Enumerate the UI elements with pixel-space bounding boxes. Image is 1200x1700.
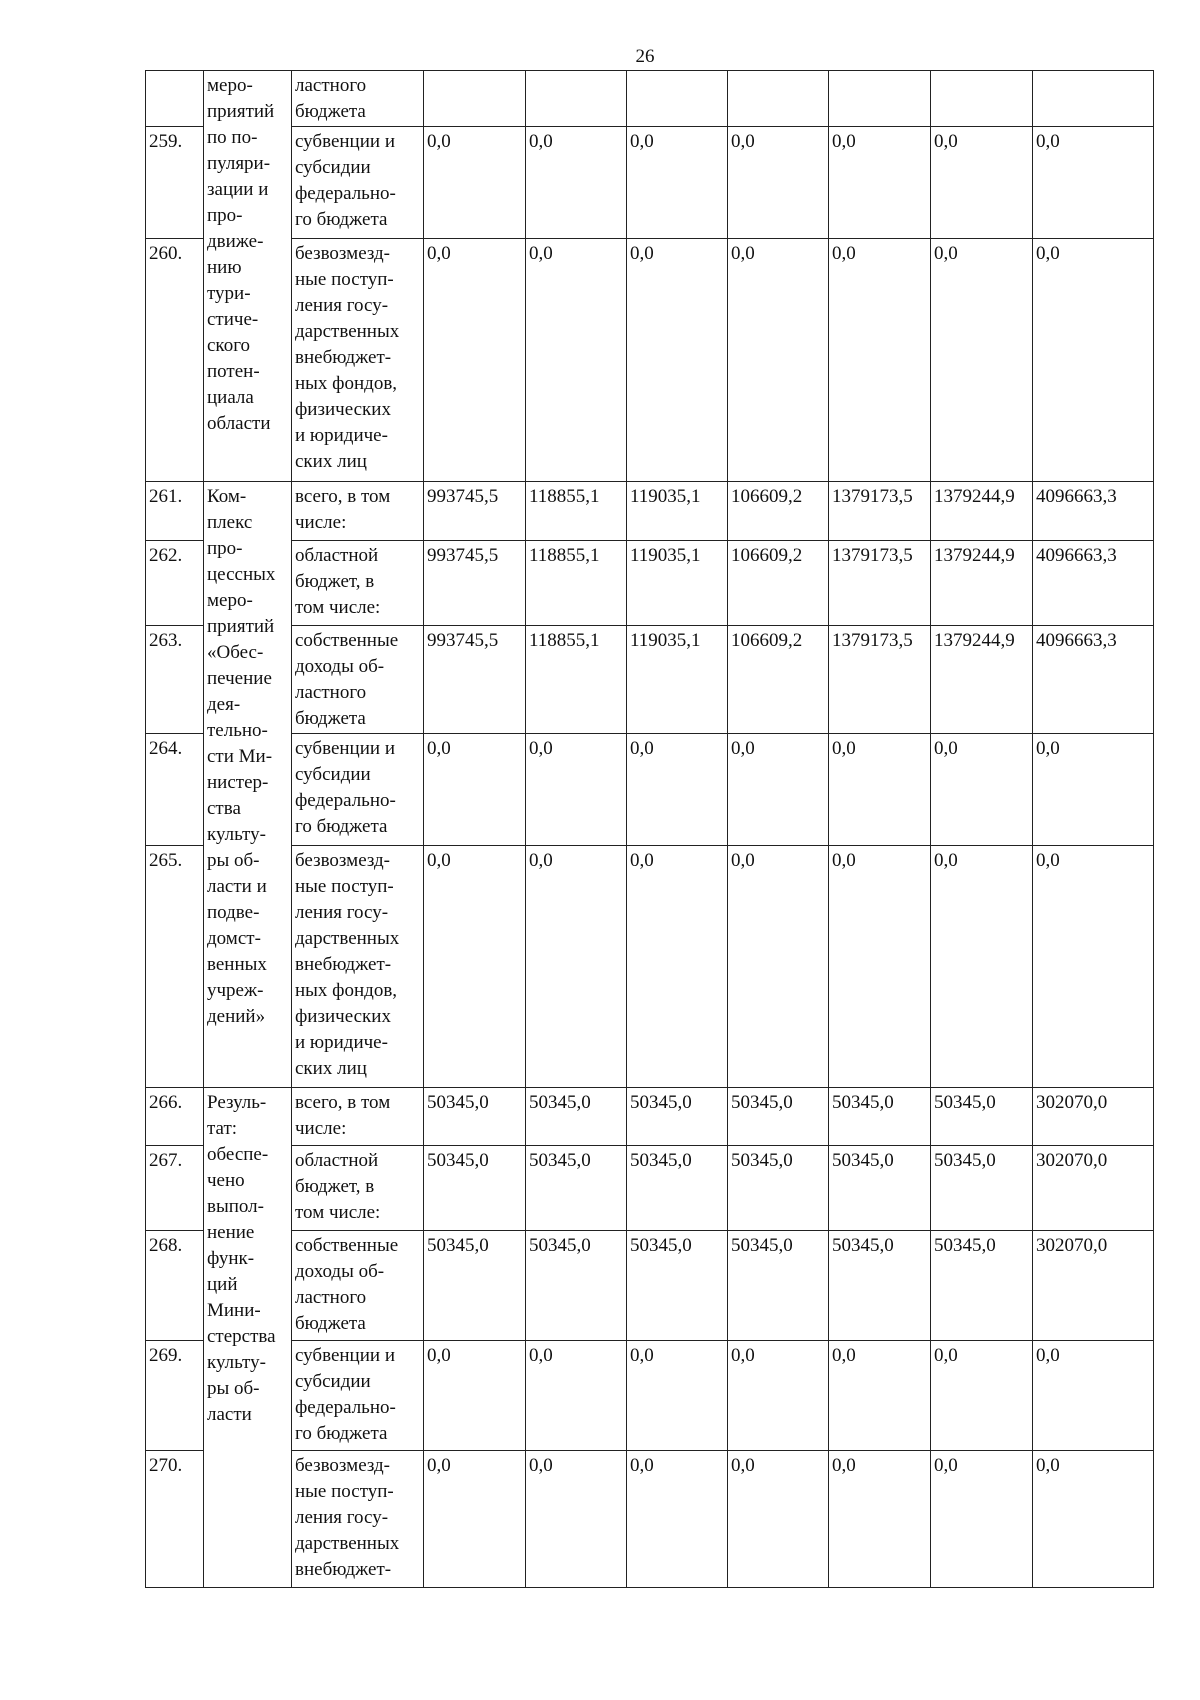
value-cell: 119035,1 (627, 541, 728, 626)
value-cell: 50345,0 (627, 1146, 728, 1231)
row-number (146, 71, 204, 127)
value-cell: 0,0 (627, 846, 728, 1088)
value-cell: 0,0 (526, 846, 627, 1088)
value-cell: 0,0 (627, 239, 728, 482)
funding-source: собственные доходы об- ластного бюджета (292, 1231, 424, 1341)
value-cell: 4096663,3 (1033, 626, 1154, 734)
value-cell: 993745,5 (424, 482, 526, 541)
value-cell (526, 71, 627, 127)
value-cell: 50345,0 (728, 1231, 829, 1341)
value-cell: 0,0 (728, 846, 829, 1088)
value-cell: 0,0 (1033, 127, 1154, 239)
value-cell: 50345,0 (728, 1088, 829, 1146)
funding-source: безвозмезд- ные поступ- ления госу- дарственных внебюджет- (292, 1451, 424, 1588)
value-cell: 0,0 (931, 1341, 1033, 1451)
table-row (146, 541, 1154, 626)
value-cell: 0,0 (424, 239, 526, 482)
value-cell: 106609,2 (728, 541, 829, 626)
value-cell: 106609,2 (728, 626, 829, 734)
value-cell: 0,0 (627, 734, 728, 846)
value-cell: 50345,0 (931, 1146, 1033, 1231)
value-cell: 1379173,5 (829, 626, 931, 734)
value-cell: 0,0 (829, 1451, 931, 1588)
value-cell: 0,0 (728, 1341, 829, 1451)
value-cell (829, 71, 931, 127)
value-cell: 302070,0 (1033, 1088, 1154, 1146)
value-cell: 993745,5 (424, 541, 526, 626)
value-cell: 0,0 (526, 734, 627, 846)
table-row (146, 1231, 1154, 1341)
funding-source: субвенции и субсидии федерально- го бюджета (292, 1341, 424, 1451)
value-cell: 0,0 (424, 1341, 526, 1451)
value-cell: 1379244,9 (931, 541, 1033, 626)
row-number: 262. (146, 541, 204, 626)
value-cell: 118855,1 (526, 626, 627, 734)
table-row (146, 1146, 1154, 1231)
table-row (146, 626, 1154, 734)
funding-source: всего, в том числе: (292, 1088, 424, 1146)
value-cell: 302070,0 (1033, 1146, 1154, 1231)
row-number: 267. (146, 1146, 204, 1231)
value-cell: 1379244,9 (931, 626, 1033, 734)
value-cell: 0,0 (931, 239, 1033, 482)
value-cell: 118855,1 (526, 482, 627, 541)
value-cell: 0,0 (627, 1451, 728, 1588)
value-cell: 0,0 (931, 734, 1033, 846)
funding-source: областной бюджет, в том числе: (292, 1146, 424, 1231)
activity-group-name: Резуль- тат: обеспе- чено выпол- нение функ- ций Мини- стерства культу- ры об- ласти (204, 1088, 292, 1588)
value-cell: 993745,5 (424, 626, 526, 734)
row-number: 263. (146, 626, 204, 734)
budget-table (145, 70, 1154, 1588)
value-cell: 0,0 (1033, 846, 1154, 1088)
value-cell: 118855,1 (526, 541, 627, 626)
funding-source: ластного бюджета (292, 71, 424, 127)
row-number: 270. (146, 1451, 204, 1588)
value-cell: 0,0 (627, 127, 728, 239)
table-row (146, 482, 1154, 541)
value-cell: 0,0 (526, 127, 627, 239)
value-cell: 50345,0 (526, 1088, 627, 1146)
value-cell: 0,0 (1033, 1451, 1154, 1588)
row-number: 266. (146, 1088, 204, 1146)
value-cell: 50345,0 (627, 1088, 728, 1146)
value-cell (931, 71, 1033, 127)
funding-source: собственные доходы об- ластного бюджета (292, 626, 424, 734)
funding-source: безвозмезд- ные поступ- ления госу- дарственных внебюджет- ных фондов, физических и юридиче- ских лиц (292, 239, 424, 482)
value-cell: 0,0 (931, 127, 1033, 239)
value-cell: 1379244,9 (931, 482, 1033, 541)
value-cell: 50345,0 (424, 1231, 526, 1341)
value-cell: 50345,0 (829, 1146, 931, 1231)
value-cell: 0,0 (1033, 734, 1154, 846)
value-cell: 1379173,5 (829, 541, 931, 626)
table-row (146, 846, 1154, 1088)
page-number: 26 (635, 46, 655, 67)
value-cell (424, 71, 526, 127)
table-row (146, 734, 1154, 846)
value-cell: 0,0 (728, 734, 829, 846)
value-cell: 0,0 (728, 239, 829, 482)
value-cell: 0,0 (627, 1341, 728, 1451)
funding-source: областной бюджет, в том числе: (292, 541, 424, 626)
value-cell: 0,0 (424, 734, 526, 846)
value-cell: 50345,0 (627, 1231, 728, 1341)
value-cell: 0,0 (829, 846, 931, 1088)
value-cell: 0,0 (526, 239, 627, 482)
value-cell (728, 71, 829, 127)
table-row (146, 239, 1154, 482)
funding-source: субвенции и субсидии федерально- го бюджета (292, 734, 424, 846)
value-cell: 50345,0 (931, 1088, 1033, 1146)
table-row (146, 127, 1154, 239)
value-cell: 0,0 (931, 1451, 1033, 1588)
funding-source: субвенции и субсидии федерально- го бюджета (292, 127, 424, 239)
activity-group-name: Ком- плекс про- цессных меро- приятий «Обес- печение дея- тельно- сти Ми- нистер- ства культу- ры об- ласти и подве- домст- венных учреж- дений» (204, 482, 292, 1088)
value-cell: 4096663,3 (1033, 482, 1154, 541)
row-number: 260. (146, 239, 204, 482)
table-row (146, 1451, 1154, 1588)
value-cell: 50345,0 (829, 1231, 931, 1341)
value-cell: 50345,0 (526, 1231, 627, 1341)
value-cell: 0,0 (829, 1341, 931, 1451)
value-cell: 50345,0 (424, 1146, 526, 1231)
value-cell: 0,0 (728, 1451, 829, 1588)
value-cell: 50345,0 (728, 1146, 829, 1231)
value-cell: 0,0 (424, 1451, 526, 1588)
value-cell: 50345,0 (526, 1146, 627, 1231)
value-cell: 0,0 (1033, 239, 1154, 482)
value-cell: 0,0 (728, 127, 829, 239)
value-cell: 50345,0 (829, 1088, 931, 1146)
value-cell: 0,0 (829, 239, 931, 482)
value-cell: 119035,1 (627, 482, 728, 541)
row-number: 265. (146, 846, 204, 1088)
value-cell: 0,0 (829, 127, 931, 239)
value-cell (1033, 71, 1154, 127)
value-cell: 0,0 (829, 734, 931, 846)
value-cell: 0,0 (424, 846, 526, 1088)
row-number: 268. (146, 1231, 204, 1341)
value-cell (627, 71, 728, 127)
row-number: 264. (146, 734, 204, 846)
value-cell: 0,0 (931, 846, 1033, 1088)
value-cell: 302070,0 (1033, 1231, 1154, 1341)
value-cell: 1379173,5 (829, 482, 931, 541)
value-cell: 4096663,3 (1033, 541, 1154, 626)
funding-source: безвозмезд- ные поступ- ления госу- дарственных внебюджет- ных фондов, физических и юридиче- ских лиц (292, 846, 424, 1088)
row-number: 259. (146, 127, 204, 239)
value-cell: 50345,0 (424, 1088, 526, 1146)
table-row (146, 1341, 1154, 1451)
funding-source: всего, в том числе: (292, 482, 424, 541)
activity-group-name: меро- приятий по по- пуляри- зации и про- движе- нию тури- стиче- ского потен- циала области (204, 71, 292, 482)
value-cell: 0,0 (526, 1451, 627, 1588)
value-cell: 0,0 (424, 127, 526, 239)
table-row (146, 1088, 1154, 1146)
value-cell: 119035,1 (627, 626, 728, 734)
row-number: 261. (146, 482, 204, 541)
value-cell: 0,0 (1033, 1341, 1154, 1451)
row-number: 269. (146, 1341, 204, 1451)
value-cell: 50345,0 (931, 1231, 1033, 1341)
value-cell: 0,0 (526, 1341, 627, 1451)
value-cell: 106609,2 (728, 482, 829, 541)
table-row (146, 71, 1154, 127)
